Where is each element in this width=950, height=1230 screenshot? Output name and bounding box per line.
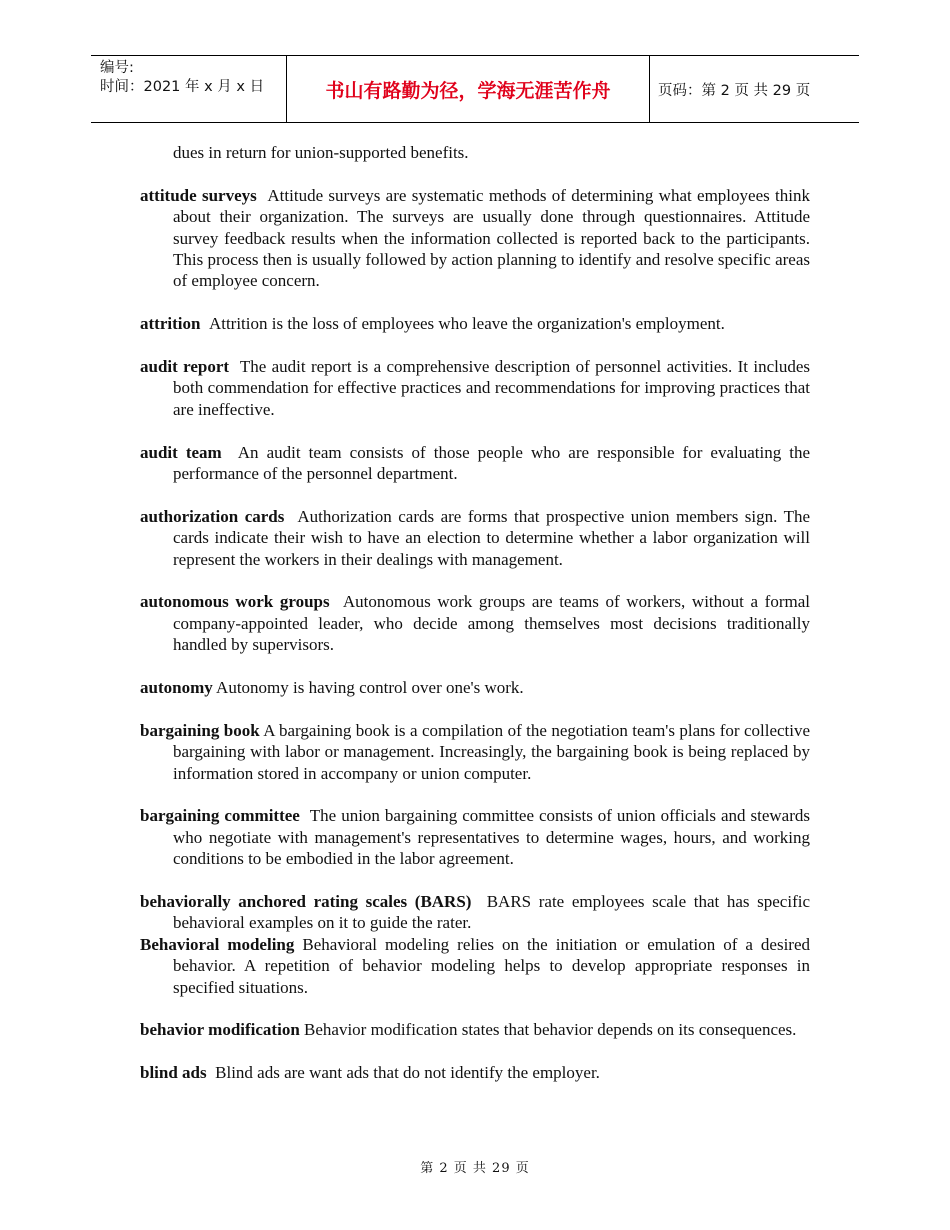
- entry-definition: An audit team consists of those people who are responsible for evaluating the performance of the personnel department.: [173, 442, 810, 484]
- glossary-entry: [140, 185, 810, 292]
- entry-term: blind ads: [140, 1063, 207, 1083]
- entry-definition: The audit report is a comprehensive description of personnel activities. It includes both commendation for effective practices and recommendations for improving practices that are ineffective.: [173, 357, 811, 419]
- entry-definition: BARS rate employees scale that has specific behavioral examples on it to guide the rater.: [173, 892, 810, 933]
- entry-term: behavior modification: [140, 1020, 300, 1040]
- continuation-text: dues in return for union-supported benefits.: [173, 143, 469, 162]
- header-meta: [91, 56, 287, 122]
- header-motto: 书山有路勤为径，学海无涯苦作舟: [287, 56, 650, 122]
- header-page-info: 页码：第 2 页 共 29 页: [658, 82, 811, 99]
- glossary-entry: [140, 720, 810, 784]
- entry-definition: Attrition is the loss of employees who leave the organization's employment.: [208, 314, 725, 334]
- glossary-entry: [140, 934, 810, 998]
- time-label: 时间：2021 年 x 月 x 日: [100, 79, 265, 95]
- entry-term: audit report: [140, 357, 230, 377]
- entry-definition: Blind ads are want ads that do not identify the employer.: [215, 1063, 600, 1083]
- entry-term: audit team: [140, 442, 222, 462]
- entry-definition: Attitude surveys are systematic methods of determining what employees think about their organization. The surveys are usually done through questionnaires. Attitude survey feedback results when the information collected is reported back to the participants. This process then is usually followed by action planning to identify and resolve specific areas of employee concern.: [173, 185, 810, 291]
- glossary-entry: [140, 677, 810, 698]
- entry-term: bargaining book: [140, 720, 260, 740]
- entry-definition: The union bargaining committee consists of union officials and stewards who negotiate with management's representatives to determine wages, hours, and working conditions to be embodied in the labor agreement.: [173, 806, 811, 869]
- glossary-entry: [140, 442, 810, 485]
- glossary-entry: [140, 891, 810, 934]
- entry-definition: Autonomous work groups are teams of workers, without a formal company-appointed leader, who decide among themselves most decisions traditionally handled by supervisors.: [173, 592, 811, 655]
- entry-term: attrition: [140, 314, 201, 334]
- number-label: 编号:: [100, 60, 134, 76]
- entry-term: authorization cards: [140, 506, 285, 526]
- glossary-entry: [140, 591, 810, 655]
- glossary-entry: [140, 356, 810, 420]
- glossary-entry: [140, 1062, 810, 1083]
- entry-term: attitude surveys: [140, 185, 257, 205]
- page-footer: 第 2 页 共 29 页: [420, 1161, 530, 1176]
- entry-term: bargaining committee: [140, 806, 300, 826]
- entry-definition: Authorization cards are forms that prospective union members sign. The cards indicate their wish to have an election to determine whether a labor organization will represent the workers in their dealings with management.: [173, 506, 810, 569]
- glossary-entry: [140, 805, 810, 869]
- entry-definition: Behavior modification states that behavior depends on its consequences.: [304, 1020, 797, 1040]
- entry-term: Behavioral modeling: [140, 934, 295, 954]
- glossary-entry: [140, 506, 810, 570]
- entry-definition: Autonomy is having control over one's work.: [216, 678, 524, 698]
- glossary-entry: [140, 313, 810, 334]
- entry-definition: Behavioral modeling relies on the initiation or emulation of a desired behavior. A repetition of behavior modeling helps to develop appropriate responses in specified situations.: [173, 934, 810, 997]
- entry-term: autonomous work groups: [140, 592, 330, 612]
- glossary-entry: [140, 1019, 810, 1040]
- entry-term: autonomy: [140, 678, 213, 698]
- entry-definition: A bargaining book is a compilation of the negotiation team's plans for collective bargaining with labor or management. Increasingly, the bargaining book is being replaced by information stored in accompany or union computer.: [173, 720, 811, 783]
- glossary-content: [140, 142, 810, 1105]
- page-header: [91, 55, 859, 123]
- entry-term: behaviorally anchored rating scales (BARS): [140, 892, 472, 912]
